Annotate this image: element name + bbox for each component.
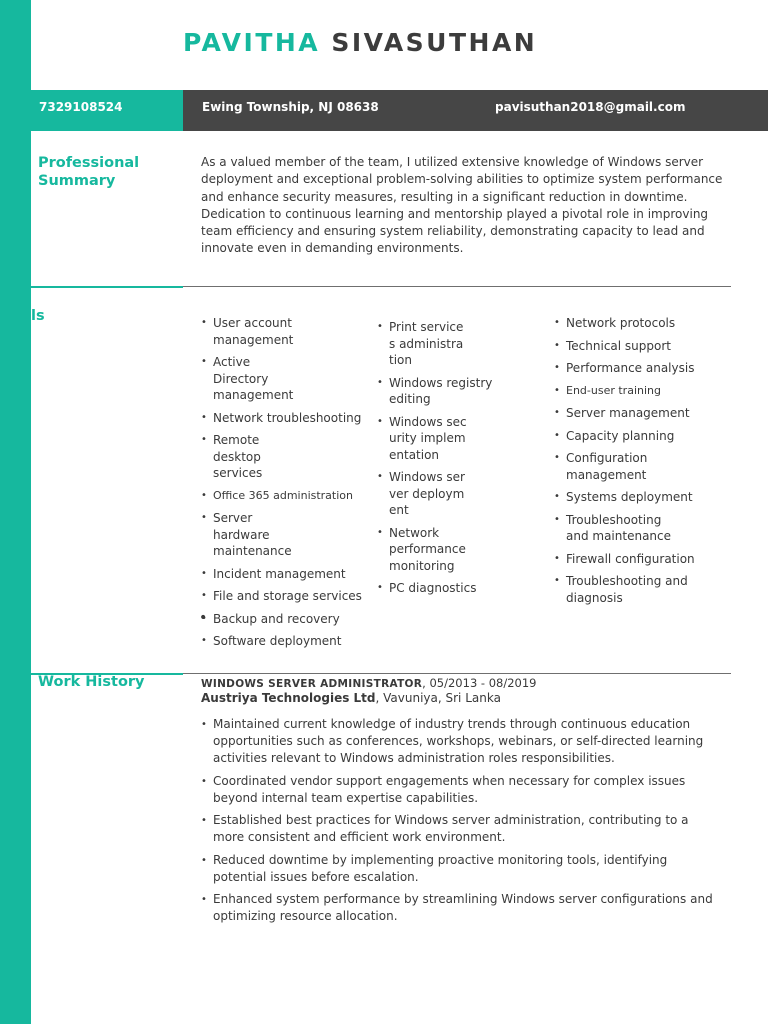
skill-item: • Capacity planning bbox=[554, 428, 724, 445]
skill-item: • PC diagnostics bbox=[377, 580, 507, 597]
job-company-line bbox=[201, 691, 501, 705]
skill-item: • Network protocols bbox=[554, 315, 724, 332]
left-accent-stripe bbox=[0, 0, 31, 1024]
skill-item: • Software deployment bbox=[201, 633, 371, 650]
skill-item: • Windows registry editing bbox=[377, 375, 499, 408]
summary-heading bbox=[38, 154, 139, 190]
skill-item: • Print services administration bbox=[377, 319, 467, 369]
summary-text: As a valued member of the team, I utilized extensive knowledge of Windows server deployment and exceptional problem-solving abilities to optimize system performance and enhance security measures, resulting in a significant reduction in downtime. Dedication to continuous learning and mentorship played a pivotal role in improving team efficiency and ensuring system reliability, demonstrating capacity to lead and innovate even in demanding environments. bbox=[201, 155, 723, 256]
skill-item: • Network troubleshooting bbox=[201, 410, 371, 427]
job-dates: , 05/2013 - 08/2019 bbox=[422, 676, 537, 690]
skills-column-3 bbox=[554, 315, 724, 612]
skill-item: • Firewall configuration bbox=[554, 551, 724, 568]
job-bullet: • Reduced downtime by implementing proactive monitoring tools, identifying potential issues before escalation. bbox=[201, 852, 721, 886]
skills-column-1 bbox=[201, 315, 371, 656]
skill-item: • Configuration management bbox=[554, 450, 671, 483]
skill-item: • Performance analysis bbox=[554, 360, 724, 377]
job-bullet: • Enhanced system performance by streamlining Windows server configurations and optimizing resource allocation. bbox=[201, 891, 721, 925]
candidate-name bbox=[183, 28, 537, 57]
skill-item: • Server hardware maintenance bbox=[201, 510, 293, 560]
work-history-heading: Work History bbox=[38, 674, 145, 690]
skills-divider bbox=[183, 673, 731, 674]
skill-item: • Backup and recovery bbox=[201, 611, 371, 628]
summary-heading-line1: Professional bbox=[38, 155, 140, 171]
contact-phone: 7329108524 bbox=[39, 100, 123, 114]
skill-item: • Remote desktop services bbox=[201, 432, 303, 482]
first-name: PAVITHA bbox=[183, 28, 321, 57]
skill-item: • Windows security implementation bbox=[377, 414, 467, 464]
job-bullet: • Coordinated vendor support engagements when necessary for complex issues beyond internal team expertise capabilities. bbox=[201, 773, 721, 807]
skill-item: • Systems deployment bbox=[554, 489, 724, 506]
skill-item: • Server management bbox=[554, 405, 724, 422]
job-title: WINDOWS SERVER ADMINISTRATOR bbox=[201, 678, 423, 690]
skill-item: • Troubleshooting and diagnosis bbox=[554, 573, 701, 606]
skill-item: • End-user training bbox=[554, 383, 724, 400]
summary-heading-line2: Summary bbox=[38, 173, 116, 189]
job-location: , Vavuniya, Sri Lanka bbox=[375, 691, 501, 705]
job-bullet: • Maintained current knowledge of industry trends through continuous education opportunities such as conferences, workshops, webinars, or self-directed learning activities relevant to Windows administration roles responsibilities. bbox=[201, 716, 721, 767]
contact-location: Ewing Township, NJ 08638 bbox=[202, 100, 379, 114]
job-header bbox=[201, 675, 537, 692]
skill-item: • File and storage services bbox=[201, 588, 371, 605]
skill-item: • Technical support bbox=[554, 338, 724, 355]
skills-column-2 bbox=[377, 319, 507, 603]
job-company: Austriya Technologies Ltd bbox=[201, 691, 376, 705]
skill-item: • User account management bbox=[201, 315, 303, 348]
skill-item: • Troubleshooting and maintenance bbox=[554, 512, 671, 545]
skill-item: • Network performance monitoring bbox=[377, 525, 467, 575]
contact-email[interactable]: pavisuthan2018@gmail.com bbox=[495, 100, 686, 114]
skill-item: • Active Directory management bbox=[201, 354, 303, 404]
skills-heading: ls bbox=[31, 308, 45, 324]
skill-item: • Windows server deployment bbox=[377, 469, 467, 519]
last-name: SIVASUTHAN bbox=[331, 28, 538, 57]
job-responsibilities bbox=[201, 716, 721, 931]
job-bullet: • Established best practices for Windows server administration, contributing to a more consistent and efficient work environment. bbox=[201, 812, 721, 846]
stray-bullet-mark: • bbox=[199, 610, 208, 626]
skill-item: • Office 365 administration bbox=[201, 488, 371, 505]
summary-divider-accent bbox=[31, 286, 183, 288]
skill-item: • Incident management bbox=[201, 566, 371, 583]
summary-divider bbox=[183, 286, 731, 287]
